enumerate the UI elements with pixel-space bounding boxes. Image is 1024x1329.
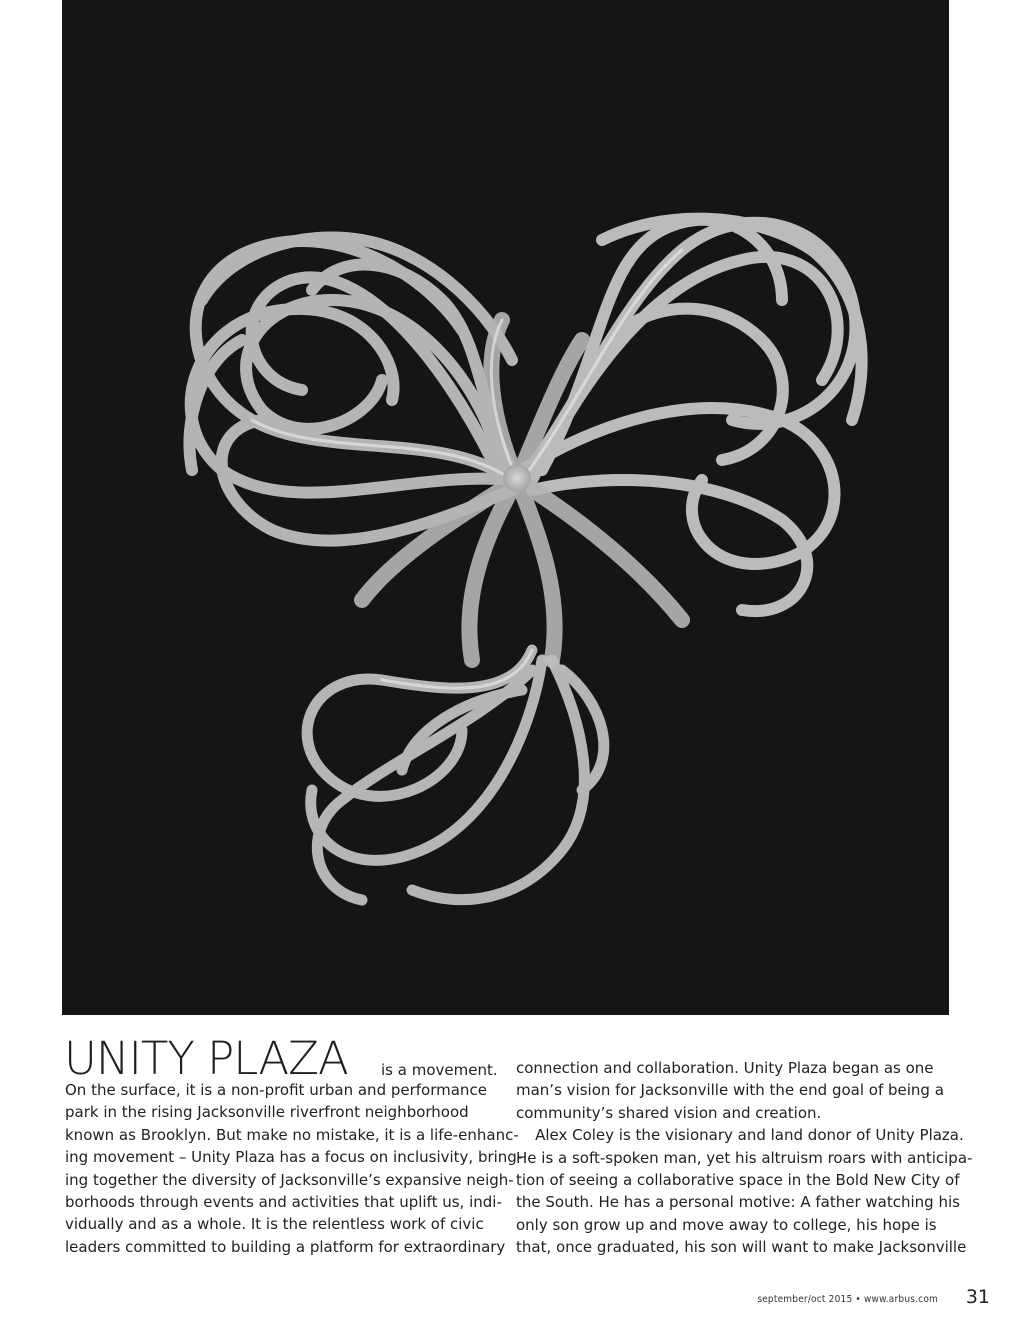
body-line: vidually and as a whole. It is the relentless work of civic <box>65 1215 484 1234</box>
body-line: only son grow up and move away to college, his hope is <box>516 1215 937 1234</box>
body-line: connection and collaboration. Unity Plaza began as one <box>516 1059 934 1077</box>
air-plant-icon <box>62 0 949 1015</box>
body-line: park in the rising Jacksonville riverfront neighborhood <box>65 1103 469 1122</box>
issue-footer: september/oct 2015 • www.arbus.com <box>757 1294 938 1305</box>
body-line: ing together the diversity of Jacksonville’s expansive neigh- <box>65 1170 514 1189</box>
body-line: leaders committed to building a platform for extraordinary <box>65 1237 506 1256</box>
body-line: Alex Coley is the visionary and land donor of Unity Plaza. <box>516 1126 964 1145</box>
body-line: tion of seeing a collaborative space in the Bold New City of <box>516 1171 960 1190</box>
body-line: community’s shared vision and creation. <box>516 1103 822 1122</box>
body-line: the South. He has a personal motive: A father watching his <box>516 1193 960 1212</box>
body-line: borhoods through events and activities that uplift us, indi- <box>65 1193 502 1212</box>
body-line: On the surface, it is a non-profit urban and performance <box>65 1081 487 1099</box>
body-line: ing movement – Unity Plaza has a focus on inclusivity, bring- <box>65 1148 523 1167</box>
cover-photo <box>62 0 949 1015</box>
body-line: that, once graduated, his son will want to make Jacksonville <box>516 1238 967 1257</box>
body-line: He is a soft-spoken man, yet his altruism roars with anticipa- <box>516 1148 973 1167</box>
body-line: man’s vision for Jacksonville with the end goal of being a <box>516 1081 944 1100</box>
page-number: 31 <box>965 1286 990 1308</box>
article-column-right <box>516 1057 973 1259</box>
headline-continuation: is a movement. <box>381 1061 498 1079</box>
article-column-left <box>65 1079 523 1258</box>
body-line: known as Brooklyn. But make no mistake, it is a life-enhanc- <box>65 1125 519 1144</box>
article-headline: UNITY PLAZA <box>64 1032 348 1085</box>
